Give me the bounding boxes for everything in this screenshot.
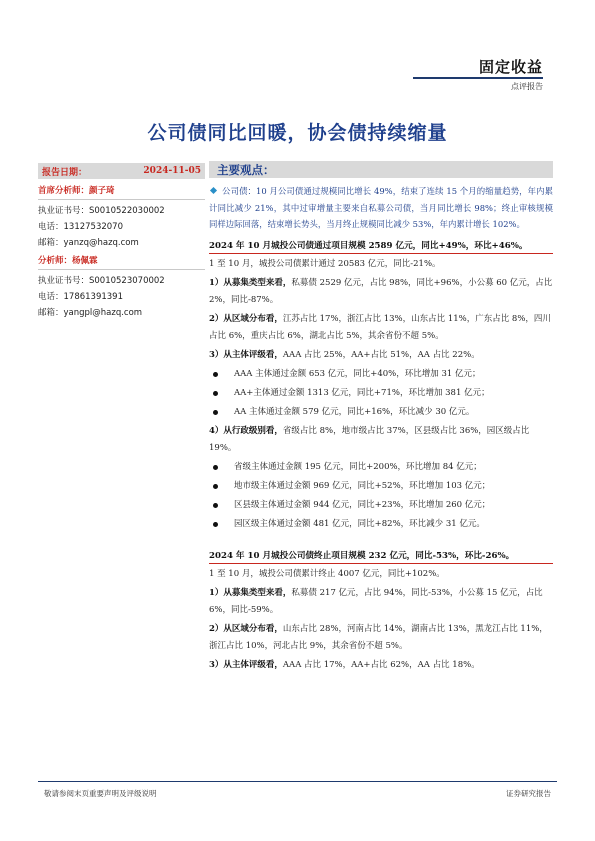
paragraph-lead: 2）从区域分布看， [209, 623, 283, 634]
paragraph-lead: 4）从行政级别看， [209, 425, 283, 436]
paragraph-text: AAA 占比 17%，AA+占比 62%，AA 占比 18%。 [282, 659, 480, 670]
paragraph-lead: 1）从募集类型来看， [209, 277, 292, 288]
paragraph-lead: 3）从主体评级看， [209, 349, 283, 360]
report-date-bar [38, 163, 205, 179]
diamond-bullet-icon [210, 187, 217, 194]
list-item [209, 497, 553, 514]
paragraph-text: AAA 占比 25%，AA+占比 51%，AA 占比 22%。 [282, 349, 480, 360]
paragraph-text: 私募债 217 亿元，占比 94%，同比-53%，小公募 15 亿元，占比 6%，同比-59%。 [209, 587, 543, 615]
paragraph [209, 621, 553, 655]
analyst-divider [38, 269, 205, 270]
list-item-text: AA+主体通过金额 1313 亿元，同比+71%，环比增加 381 亿元； [234, 387, 490, 398]
footer-disclaimer: 敬请参阅末页重要声明及评级说明 [44, 789, 157, 798]
paragraph-lead: 3）从主体评级看， [209, 659, 283, 670]
key-highlight [209, 183, 553, 233]
list-item [209, 478, 553, 495]
list-item [209, 385, 553, 402]
bullet-dot-icon [213, 465, 218, 470]
paragraph [209, 275, 553, 309]
bullet-dot-icon [213, 484, 218, 489]
report-category: 固定收益 [478, 58, 543, 76]
list-item-text: 省级主体通过金额 195 亿元，同比+200%，环比增加 84 亿元； [234, 461, 482, 472]
paragraph-text: 江苏占比 17%，浙江占比 13%，山东占比 11%，广东占比 8%，四川占比 6%，重庆占比 6%，湖北占比 5%，其余省份不超 5%。 [209, 313, 551, 341]
list-item-text: 地市级主体通过金额 969 亿元，同比+52%，环比增加 103 亿元； [234, 480, 491, 491]
report-date-label: 报告日期： [42, 167, 88, 178]
key-highlight-text: 公司债：10 月公司债通过规模同比增长 49%，结束了连续 15 个月的缩量趋势，年内累计同比减少 21%，其中过审增量主要来自私募公司债，当月同比增长 98%；终止审核规模同样边际回落，结束增长势头，当月终止规模同比减少 53%，年内累计增长 102%。 [209, 186, 553, 230]
header-divider [413, 77, 543, 79]
analyst-phone: 电话：13127532070 [38, 222, 123, 232]
analyst-block [38, 184, 205, 248]
report-type: 点评报告 [511, 82, 543, 91]
footer-divider [38, 781, 557, 782]
paragraph: 1 至 10 月，城投公司债累计终止 4007 亿元，同比+102%。 [209, 568, 445, 579]
analyst-phone: 电话：17861391391 [38, 292, 123, 302]
paragraph-text: 私募债 2529 亿元，占比 98%，同比+96%，小公募 60 亿元，占比 2%，同比-87%。 [209, 277, 553, 305]
list-item [209, 404, 553, 421]
analyst-name: 分析师：杨佩霖 [38, 256, 98, 266]
analyst-email[interactable]: 邮箱：yanzq@hazq.com [38, 238, 139, 248]
list-item-text: 区县级主体通过金额 944 亿元，同比+23%，环比增加 260 亿元； [234, 499, 491, 510]
paragraph [209, 423, 553, 457]
list-item [209, 366, 553, 383]
analyst-block [38, 254, 205, 318]
paragraph-text: 山东占比 28%，河南占比 14%，湖南占比 13%，黑龙江占比 11%，浙江占比 10%，河北占比 9%，其余省份不超 5%。 [209, 623, 548, 651]
list-item-text: 园区级主体通过金额 481 亿元，同比+82%，环比减少 31 亿元。 [234, 518, 485, 529]
list-item-text: AA 主体通过金额 579 亿元，同比+16%，环比减少 30 亿元。 [234, 406, 475, 417]
analyst-cert: 执业证书号：S0010522030002 [38, 206, 165, 216]
paragraph [209, 657, 553, 674]
list-item [209, 516, 553, 533]
list-item [209, 459, 553, 476]
section-heading-terminated: 2024 年 10 月城投公司债终止项目规模 232 亿元，同比-53%，环比-26%。 [209, 549, 553, 564]
analyst-name: 首席分析师：颜子琦 [38, 186, 115, 196]
paragraph [209, 585, 553, 619]
footer-label: 证券研究报告 [506, 789, 551, 798]
paragraph [209, 347, 553, 364]
analyst-sidebar [38, 163, 205, 318]
main-content [209, 161, 553, 674]
main-view-heading: 主要观点： [209, 161, 553, 178]
analyst-divider [38, 199, 205, 200]
paragraph: 1 至 10 月，城投公司债累计通过 20583 亿元，同比-21%。 [209, 258, 441, 269]
bullet-dot-icon [213, 391, 218, 396]
analyst-cert: 执业证书号：S0010523070002 [38, 276, 165, 286]
paragraph-lead: 1）从募集类型来看， [209, 587, 292, 598]
report-date-value: 2024-11-05 [143, 166, 201, 176]
paragraph-lead: 2）从区域分布看， [209, 313, 283, 324]
spacer [209, 533, 553, 543]
bullet-dot-icon [213, 372, 218, 377]
list-item-text: AAA 主体通过金额 653 亿元，同比+40%，环比增加 31 亿元； [234, 368, 481, 379]
paragraph-text: 省级占比 8%，地市级占比 37%，区县级占比 36%，园区级占比 19%。 [209, 425, 530, 453]
section-heading-approved: 2024 年 10 月城投公司债通过项目规模 2589 亿元，同比+49%，环比+46%。 [209, 239, 553, 254]
bullet-dot-icon [213, 410, 218, 415]
bullet-dot-icon [213, 503, 218, 508]
bullet-dot-icon [213, 522, 218, 527]
page-title: 公司债同比回暖，协会债持续缩量 [147, 122, 448, 144]
paragraph [209, 311, 553, 345]
analyst-email[interactable]: 邮箱：yangpl@hazq.com [38, 308, 143, 318]
